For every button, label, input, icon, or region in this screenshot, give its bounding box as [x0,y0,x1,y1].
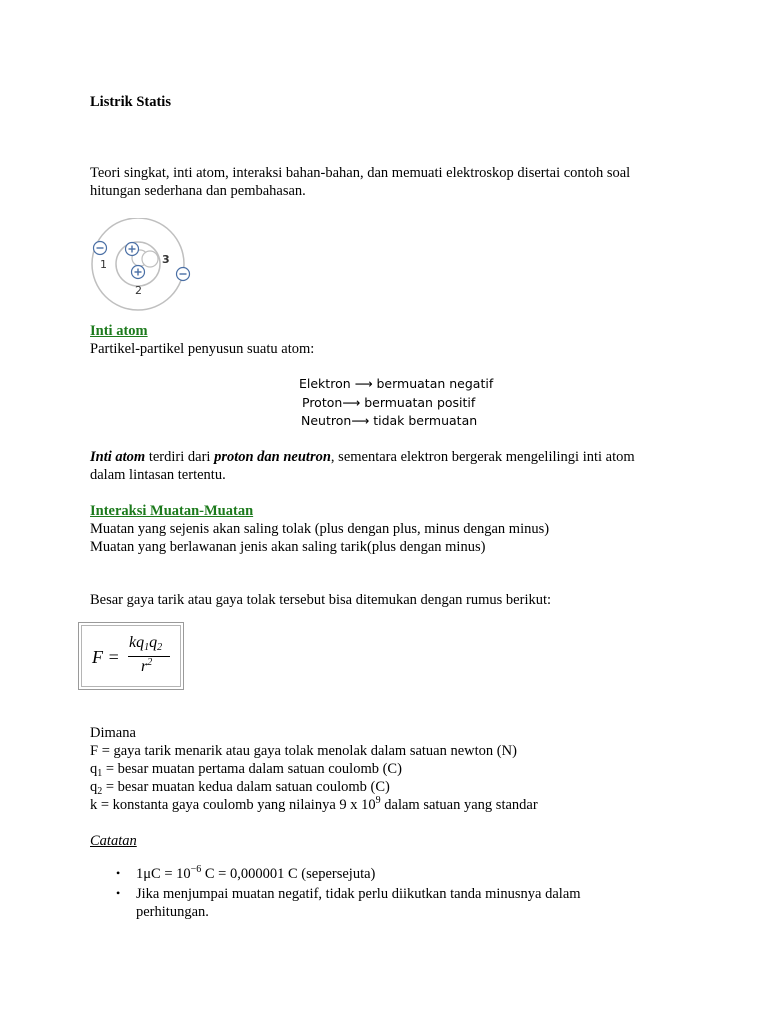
atom-label-3: 3 [162,253,170,266]
dimana-q1-line: $q_1$ = besar muatan pertama dalam satuan coulomb (C) [90,761,402,779]
intro-line-1: Teori singkat, inti atom, interaksi bahan-bahan, dan memuati elektroskop disertai contoh soal [90,165,631,181]
atom-label-2: 2 [135,284,142,297]
catatan-bullet-2-line-1: Jika menjumpai muatan negatif, tidak perlu diikutkan tanda minusnya dalam [136,886,581,902]
atom-label-1: 1 [100,258,107,271]
inti-atom-desc-line-1 [90,448,635,466]
desc-part-4: , sementara elektron bergerak mengelilingi inti atom [330,449,635,465]
dimana-heading: Dimana [90,725,136,741]
particle-electron: Elektron ⟶ bermuatan negatif [299,376,494,391]
term-inti-atom: Inti atom [90,449,146,465]
formula-lhs: F = [92,647,120,667]
page-title: Listrik Statis [90,94,171,110]
inti-atom-lead: Partikel-partikel penyusun suatu atom: [90,341,315,357]
interaksi-line-2: Muatan yang berlawanan jenis akan saling tarik(plus dengan minus) [90,539,486,555]
dimana-k-line: k = konstanta gaya coulomb yang nilainya 9 x $10^9$ dalam satuan yang standar [90,795,538,813]
dimana-f-line: F = gaya tarik menarik atau gaya tolak menolak dalam satuan newton (N) [90,743,517,759]
coulomb-formula [78,622,184,690]
bullet-1-marker: • [116,866,121,880]
formula-numerator: kq1q2 [129,634,163,653]
bullet-2-marker: • [116,886,121,900]
interaksi-line-1: Muatan yang sejenis akan saling tolak (plus dengan plus, minus dengan minus) [90,521,550,537]
inti-atom-desc-line-2: dalam lintasan tertentu. [90,467,226,483]
heading-interaksi: Interaksi Muatan-Muatan [90,503,254,519]
catatan-heading: Catatan [90,833,137,849]
formula-denominator: $r^2$ [141,657,153,675]
gaya-text: Besar gaya tarik atau gaya tolak tersebut bisa ditemukan dengan rumus berikut: [90,592,552,608]
particle-neutron: Neutron⟶ tidak bermuatan [301,413,478,428]
desc-part-2: terdiri dari [145,449,215,465]
term-proton-neutron: proton dan neutron [214,449,331,465]
intro-line-2: hitungan sederhana dan pembahasan. [90,183,306,199]
particle-proton: Proton⟶ bermuatan positif [302,394,476,410]
dimana-q2-line: $q_2$ = besar muatan kedua dalam satuan coulomb (C) [90,779,390,797]
heading-inti-atom: Inti atom [90,323,148,339]
atom-diagram [88,218,198,318]
catatan-bullet-2-line-2: perhitungan. [136,904,209,920]
catatan-bullet-1: $1\mu C = 10^{-6}$ C = 0,000001 C (sepersejuta) [136,864,376,882]
particle-list [299,375,493,431]
